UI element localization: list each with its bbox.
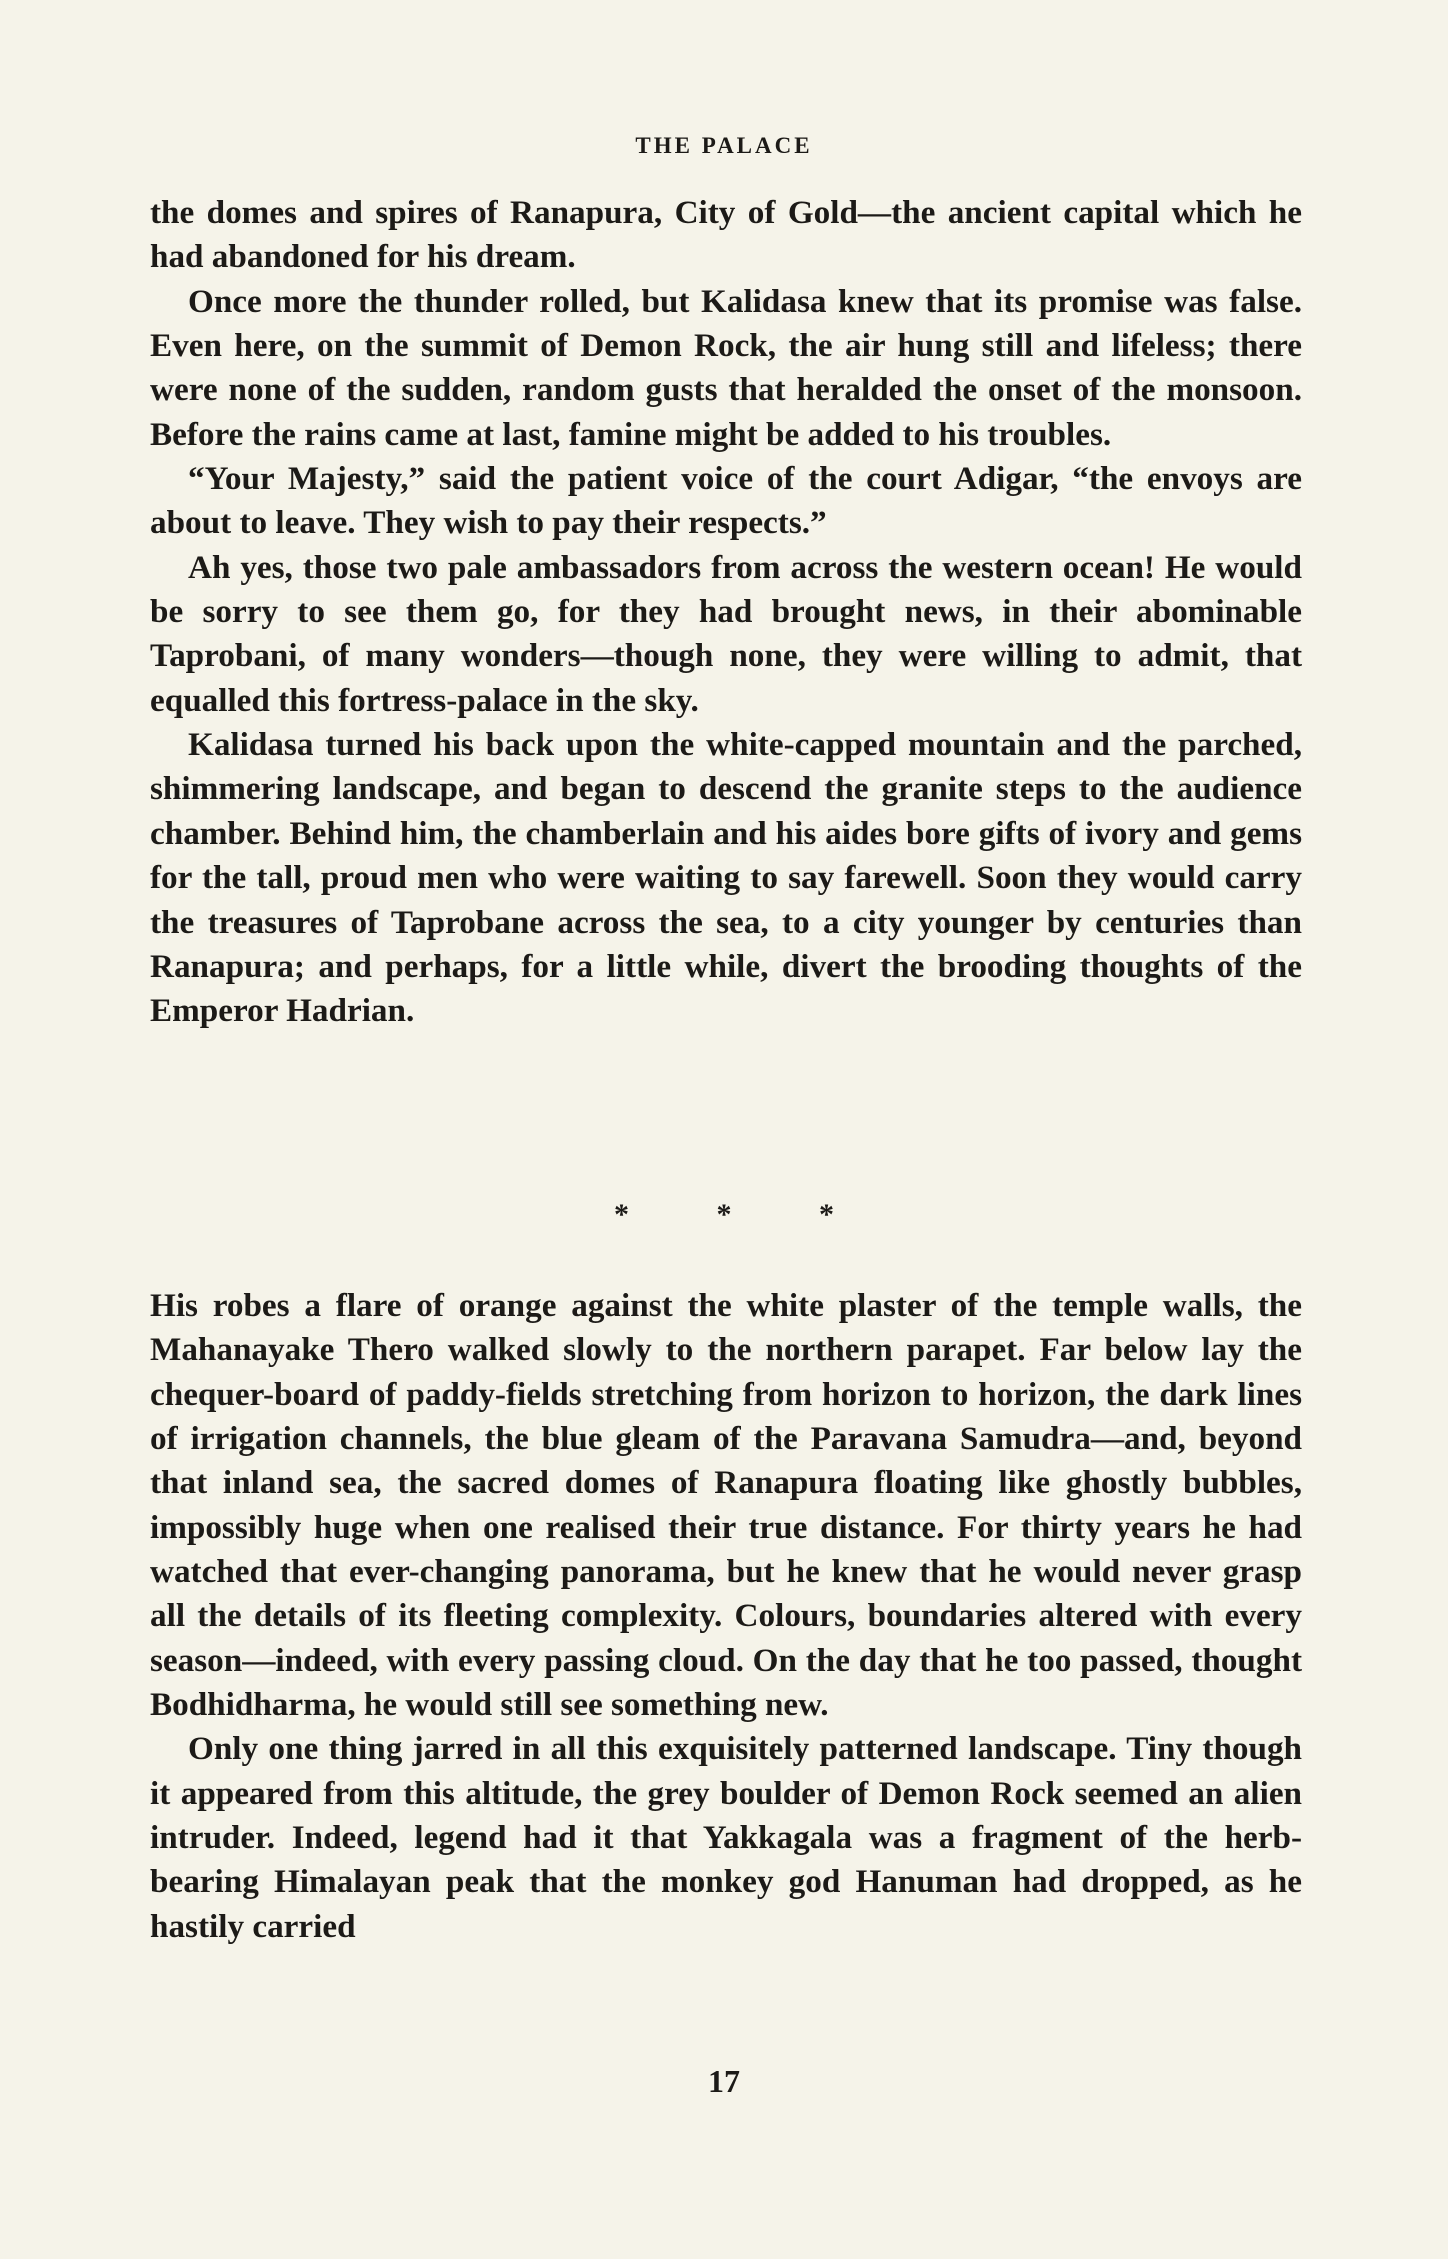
- paragraph: “Your Majesty,” said the patient voice of the court Adigar, “the envoys are about to leave. They wish to pay their respects.”: [150, 460, 1302, 542]
- paragraph: His robes a flare of orange against the white plaster of the temple walls, the Mahanayake Thero walked slowly to the northern parapet. Far below lay the chequer-board of paddy-fields stretching from horizon to horizon, the dark lines of irrigation channels, the blue gleam of the Paravana Samudra—and, beyond that inland sea, the sacred domes of Ranapura floating like ghostly bubbles, impossibly huge when one realised their true distance. For thirty years he had watched that ever-changing panorama, but he knew that he would never grasp all the details of its fleeting complexity. Colours, boundaries altered with every season—indeed, with every passing cloud. On the day that he too passed, thought Bodhidharma, he would still see something new.: [150, 1287, 1302, 1724]
- paragraph: Once more the thunder rolled, but Kalidasa knew that its promise was false. Even here, on the summit of Demon Rock, the air hung still and lifeless; there were none of the sudden, random gusts that heralded the onset of the monsoon. Before the rains came at last, famine might be added to his troubles.: [150, 282, 1302, 453]
- running-head: THE PALACE: [635, 133, 813, 158]
- section-one: [150, 191, 1302, 1034]
- paragraph: the domes and spires of Ranapura, City of Gold—the ancient capital which he had abandoned for his dream.: [150, 194, 1302, 276]
- section-two: [150, 1284, 1302, 1949]
- paragraph: Ah yes, those two pale ambassadors from across the western ocean! He would be sorry to see them go, for they had brought news, in their abominable Taprobani, of many wonders—though none, they were willing to admit, that equalled this fortress-palace in the sky.: [150, 548, 1302, 719]
- section-break: * * *: [614, 1198, 834, 1231]
- page-number: 17: [708, 2063, 740, 2099]
- paragraph: Kalidasa turned his back upon the white-capped mountain and the parched, shimmering landscape, and began to descend the granite steps to the audience chamber. Behind him, the chamberlain and his aides bore gifts of ivory and gems for the tall, proud men who were waiting to say farewell. Soon they would carry the treasures of Taprobane across the sea, to a city younger by centuries than Ranapura; and perhaps, for a little while, divert the brooding thoughts of the Emperor Hadrian.: [150, 726, 1302, 1030]
- paragraph: Only one thing jarred in all this exquisitely patterned landscape. Tiny though it appeared from this altitude, the grey boulder of Demon Rock seemed an alien intruder. Indeed, legend had it that Yakkagala was a fragment of the herb-bearing Himalayan peak that the monkey god Hanuman had dropped, as he hastily carried: [150, 1730, 1302, 1945]
